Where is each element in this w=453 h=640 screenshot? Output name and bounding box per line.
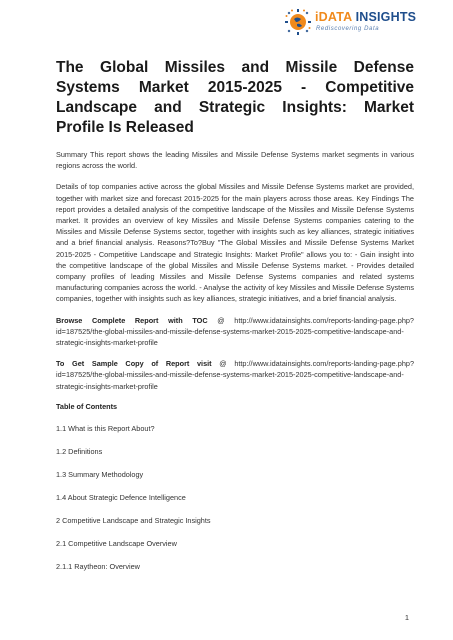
toc-item: 1.3 Summary Methodology	[56, 469, 144, 479]
toc-item: 1.4 About Strategic Defence Intelligence	[56, 492, 186, 502]
logo-tagline: Rediscovering Data	[316, 26, 380, 32]
logo-brand-text	[315, 10, 416, 24]
toc-item: 1.2 Definitions	[56, 446, 103, 456]
summary-paragraph: Summary This report shows the leading Missiles and Missile Defense Systems market segments in various regions across the world.	[56, 150, 414, 171]
logo-brand-prefix: iDATA	[315, 10, 352, 24]
document-title: The Global Missiles and Missile Defense Systems Market 2015-2025 - Competitive Landscape and Strategic Insights: Market Profile Is Released	[56, 59, 414, 136]
logo-brand-suffix: INSIGHTS	[355, 10, 417, 24]
document-body	[56, 58, 414, 584]
details-paragraph: Details of top companies active across the global Missiles and Missile Defense Systems market are provided, together with market size and forecast 2015-2025 for the main players across those areas. Key Findings The report provides a detailed analysis of the competitive landscape of the Missiles and Missile Defense Systems market. It provides an overview of key Missiles and Missile Defense Systems companies catering to the Missiles and Missile Defense Systems sector, together with insights such as key alliances, strategic initiatives and a brief financial analysis. Reasons?To?Buy "The Global Missiles and Missile Defense Systems Market 2015-2025 - Competitive Landscape and Strategic Insights: Market Profile" allows you to: - Gain insight into the competitive landscape of the global Missiles and Missile Defense Systems market. - Provides detailed company profiles of leading Missiles and Missile Defense Systems companies and related systems manufacturing companies across the world. - Analyse the activity of key Missiles and Missile Defense Systems companies, together with insights such as key alliances, strategic initiatives, and a brief financial analysis.	[56, 182, 414, 304]
sample-report-label: To Get Sample Copy of Report visit	[56, 359, 212, 369]
toc-item: 2.1.1 Raytheon: Overview	[56, 561, 140, 571]
toc-heading: Table of Contents	[56, 401, 118, 411]
browse-report-line	[56, 315, 414, 349]
idata-insights-logo	[285, 6, 425, 38]
browse-report-link[interactable]: @ http://www.idatainsights.com/reports-landing-page.php?id=187525/the-global-missiles-and-missile-defense-systems-market-2015-2025-competitive-landscape-and-strategic-insights-market-profile	[56, 315, 414, 348]
sample-report-line	[56, 358, 414, 392]
toc-item: 2.1 Competitive Landscape Overview	[56, 538, 177, 548]
toc-item: 2 Competitive Landscape and Strategic Insights	[56, 515, 211, 525]
toc-item: 1.1 What is this Report About?	[56, 423, 155, 433]
browse-report-label: Browse Complete Report with TOC	[56, 315, 208, 325]
globe-logo-icon	[285, 9, 311, 35]
page-number: 1	[404, 613, 409, 622]
sample-report-link[interactable]: @ http://www.idatainsights.com/reports-landing-page.php?id=187525/the-global-missiles-and-missile-defense-systems-market-2015-2025-competitive-landscape-and-strategic-insights-market-profile	[56, 359, 415, 391]
